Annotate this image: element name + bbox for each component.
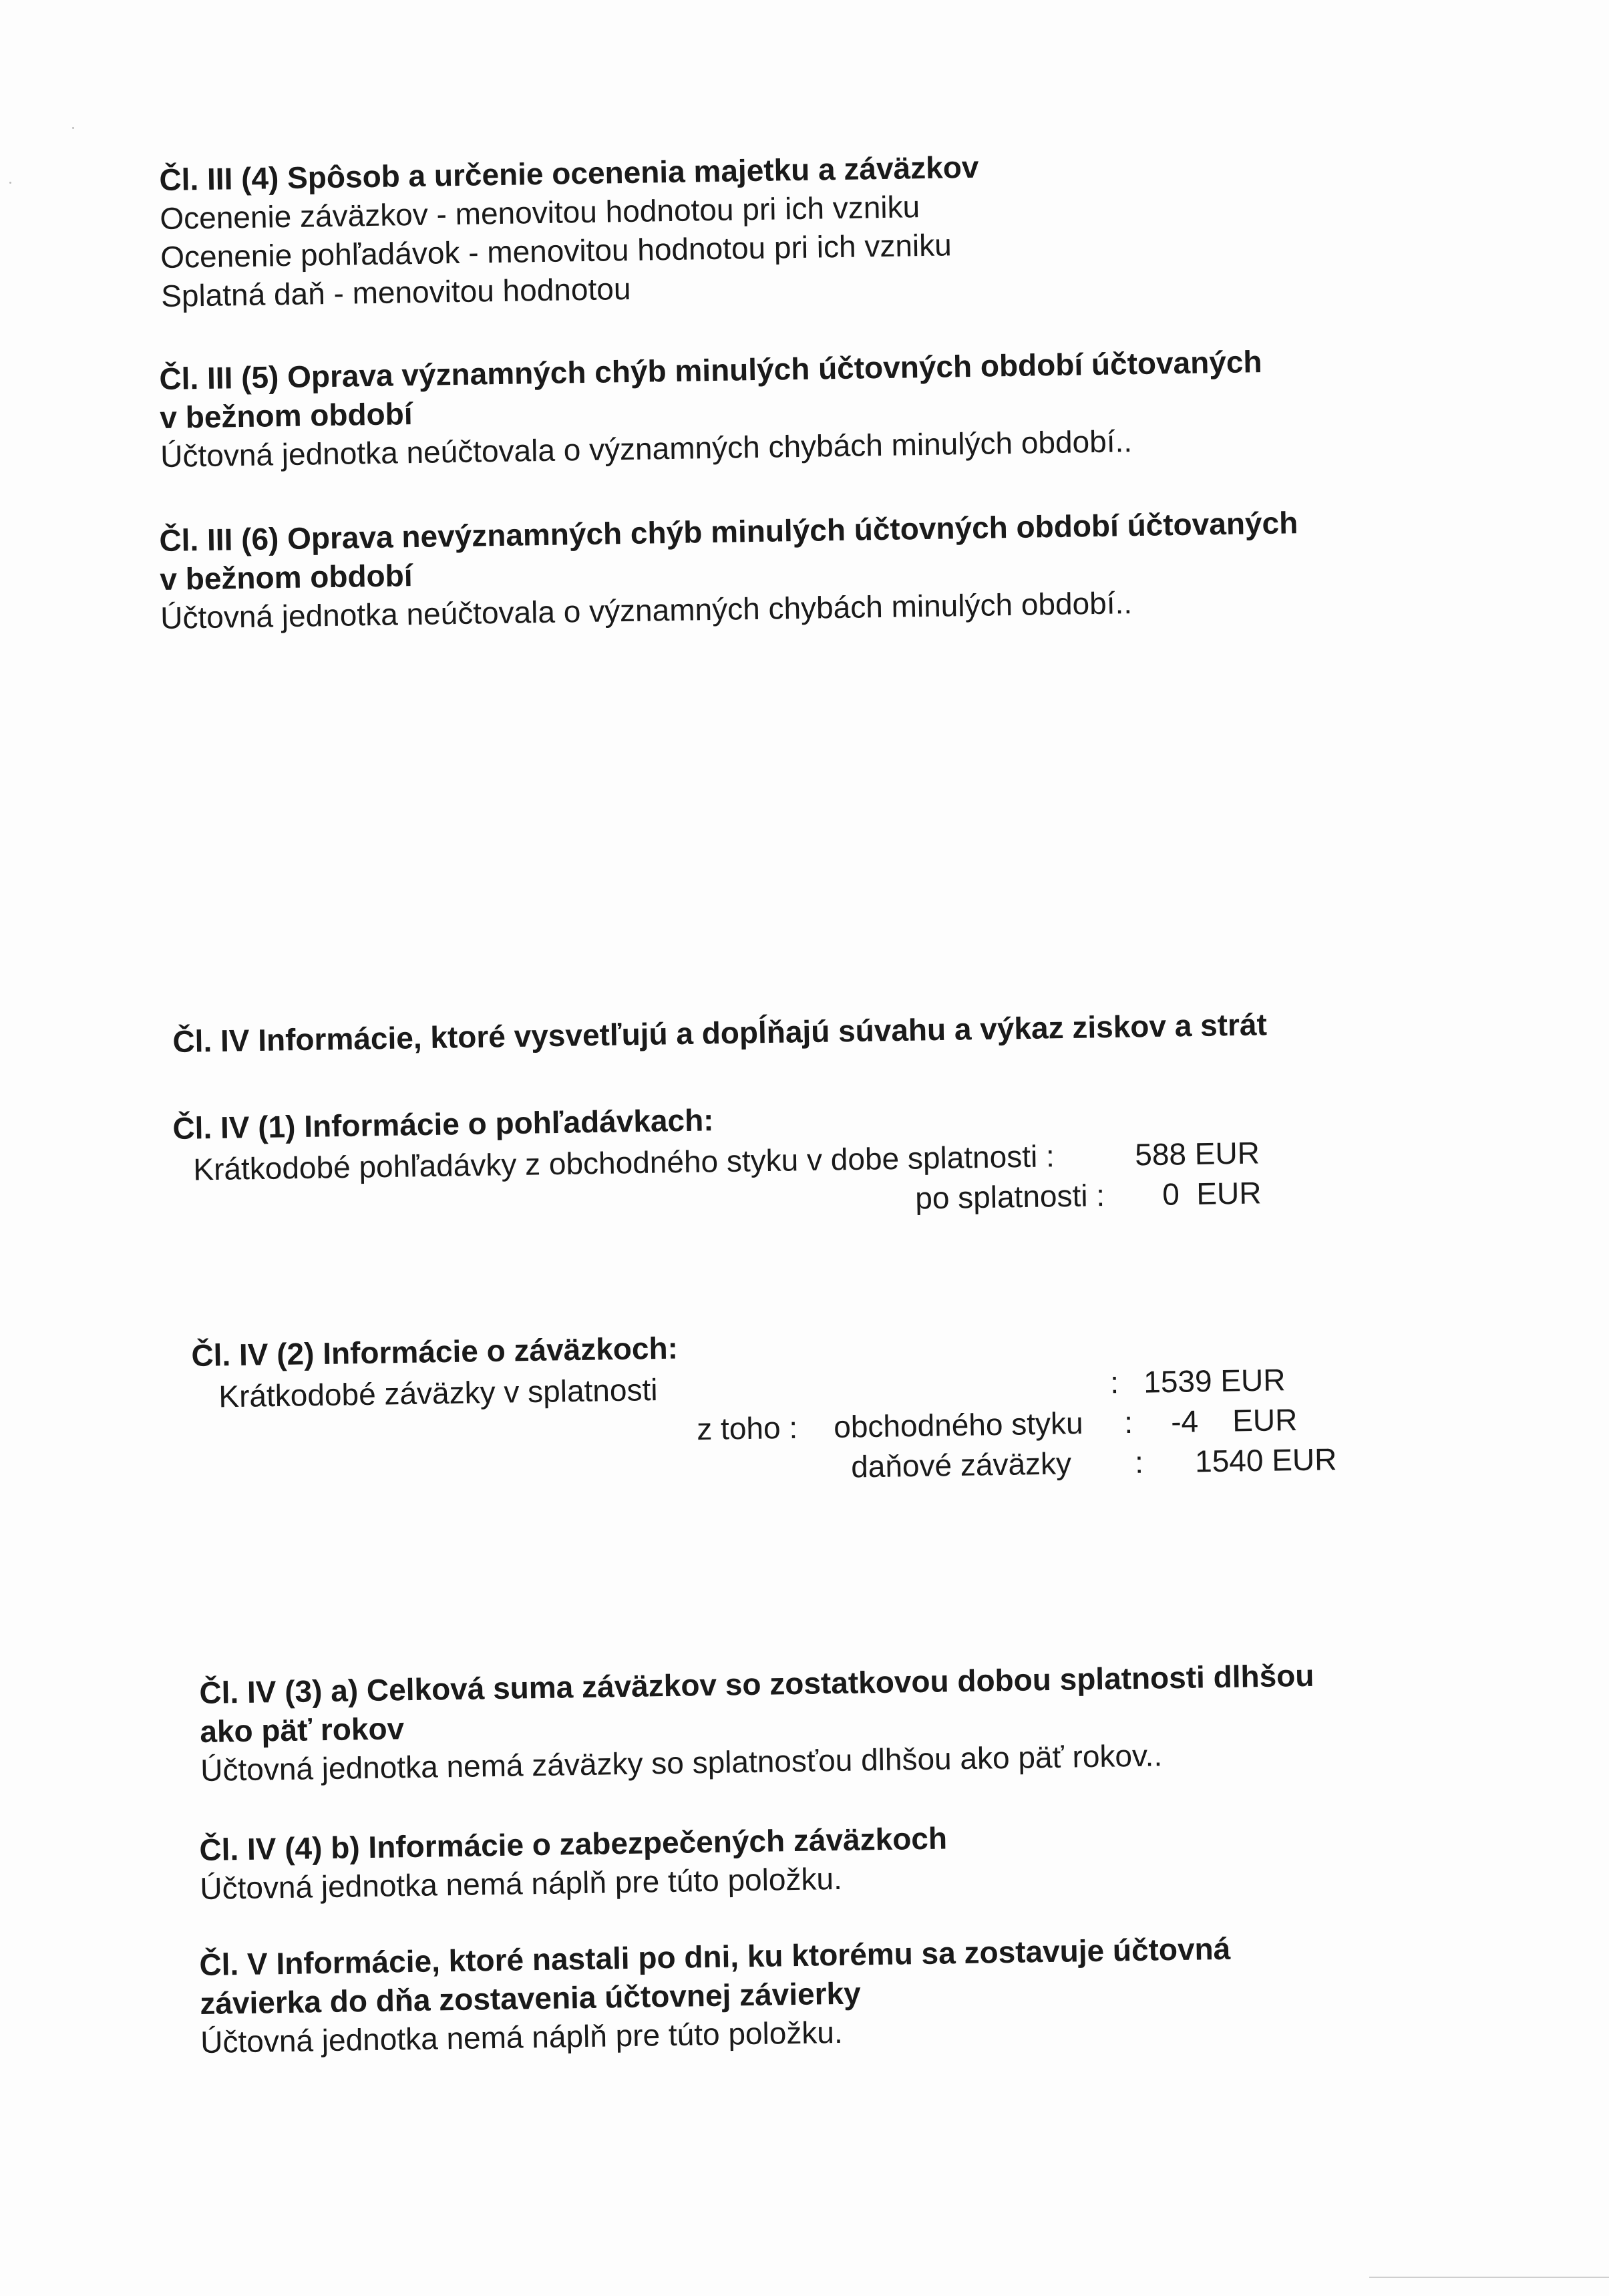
trade-payables-value: -4 EUR (1170, 1402, 1298, 1439)
section-iv-1 (172, 1091, 1310, 1229)
section-iv-2 (191, 1317, 1369, 1496)
section-iii-4 (159, 148, 981, 315)
scan-speck (9, 182, 11, 184)
payables-row-value: 1539 EUR (1143, 1362, 1286, 1400)
text-line: Ocenenie pohľadávok - menovitou hodnotou pri ich vzniku (160, 227, 952, 275)
scan-speck (72, 127, 74, 129)
section-heading: Čl. V Informácie, ktoré nastali po dni, ku ktorému sa zostavuje účtovná (199, 1931, 1231, 1982)
section-iii-6 (159, 503, 1299, 637)
section-heading-cont: závierka do dňa zostavenia účtovnej závierky (199, 1975, 862, 2021)
tax-payables-colon: : (1134, 1444, 1144, 1480)
scan-edge-line (1369, 2277, 1609, 2278)
text-line: Účtovná jednotka nemá záväzky so splatnosťou dlhšou ako päť rokov.. (200, 1738, 1163, 1788)
section-heading: Čl. IV (2) Informácie o záväzkoch: (191, 1330, 679, 1373)
section-iv-3a (199, 1656, 1316, 1790)
text-line: Účtovná jednotka neúčtovala o významných chybách minulých období.. (160, 424, 1133, 474)
text-line: Účtovná jednotka nemá náplň pre túto položku. (199, 1860, 843, 1906)
tax-payables-value: 1540 EUR (1194, 1442, 1337, 1479)
section-heading: Čl. III (6) Oprava nevýznamných chýb minulých účtovných období účtovaných (159, 505, 1298, 558)
of-which-label: z toho : (696, 1410, 798, 1447)
section-v (199, 1929, 1232, 2062)
section-iv-4b (199, 1818, 948, 1908)
text-line: Účtovná jednotka nemá náplň pre túto položku. (200, 2014, 844, 2060)
section-heading-cont: v bežnom období (159, 396, 413, 435)
text-line: Účtovná jednotka neúčtovala o významných chybách minulých období.. (160, 585, 1133, 635)
section-heading-cont: ako päť rokov (199, 1711, 405, 1749)
section-heading: Čl. IV (3) a) Celková suma záväzkov so zostatkovou dobou splatnosti dlhšou (199, 1657, 1314, 1710)
section-heading: Čl. IV (4) b) Informácie o zabezpečených záväzkoch (199, 1820, 948, 1867)
payables-row-colon: : (1109, 1365, 1119, 1400)
section-iii-5 (159, 342, 1264, 476)
text-line: Ocenenie záväzkov - menovitou hodnotou pri ich vzniku (159, 189, 920, 236)
overdue-row-label: po splatnosti : (914, 1178, 1105, 1216)
section-heading-cont: v bežnom období (159, 558, 413, 597)
trade-payables-label: obchodného styku (833, 1406, 1084, 1444)
section-heading: Čl. IV Informácie, ktoré vysvetľujú a dopĺňajú súvahu a výkaz ziskov a strát (172, 1007, 1268, 1059)
text-line: Splatná daň - menovitou hodnotou (160, 271, 631, 313)
payables-row-label: Krátkodobé záväzky v splatnosti (218, 1372, 658, 1414)
section-heading: Čl. IV (1) Informácie o pohľadávkach: (172, 1102, 714, 1146)
section-heading: Čl. III (4) Spôsob a určenie ocenenia majetku a záväzkov (159, 149, 979, 197)
receivables-row-value: 588 EUR (1134, 1135, 1260, 1172)
overdue-row-value: 0 EUR (1161, 1175, 1262, 1212)
trade-payables-colon: : (1123, 1404, 1133, 1440)
section-iv (172, 1005, 1267, 1061)
section-heading: Čl. III (5) Oprava významných chýb minulých účtovných období účtovaných (159, 344, 1262, 396)
tax-payables-label: daňové záväzky (850, 1446, 1072, 1484)
receivables-row-label: Krátkodobé pohľadávky z obchodného styku v dobe splatnosti : (193, 1138, 1055, 1187)
